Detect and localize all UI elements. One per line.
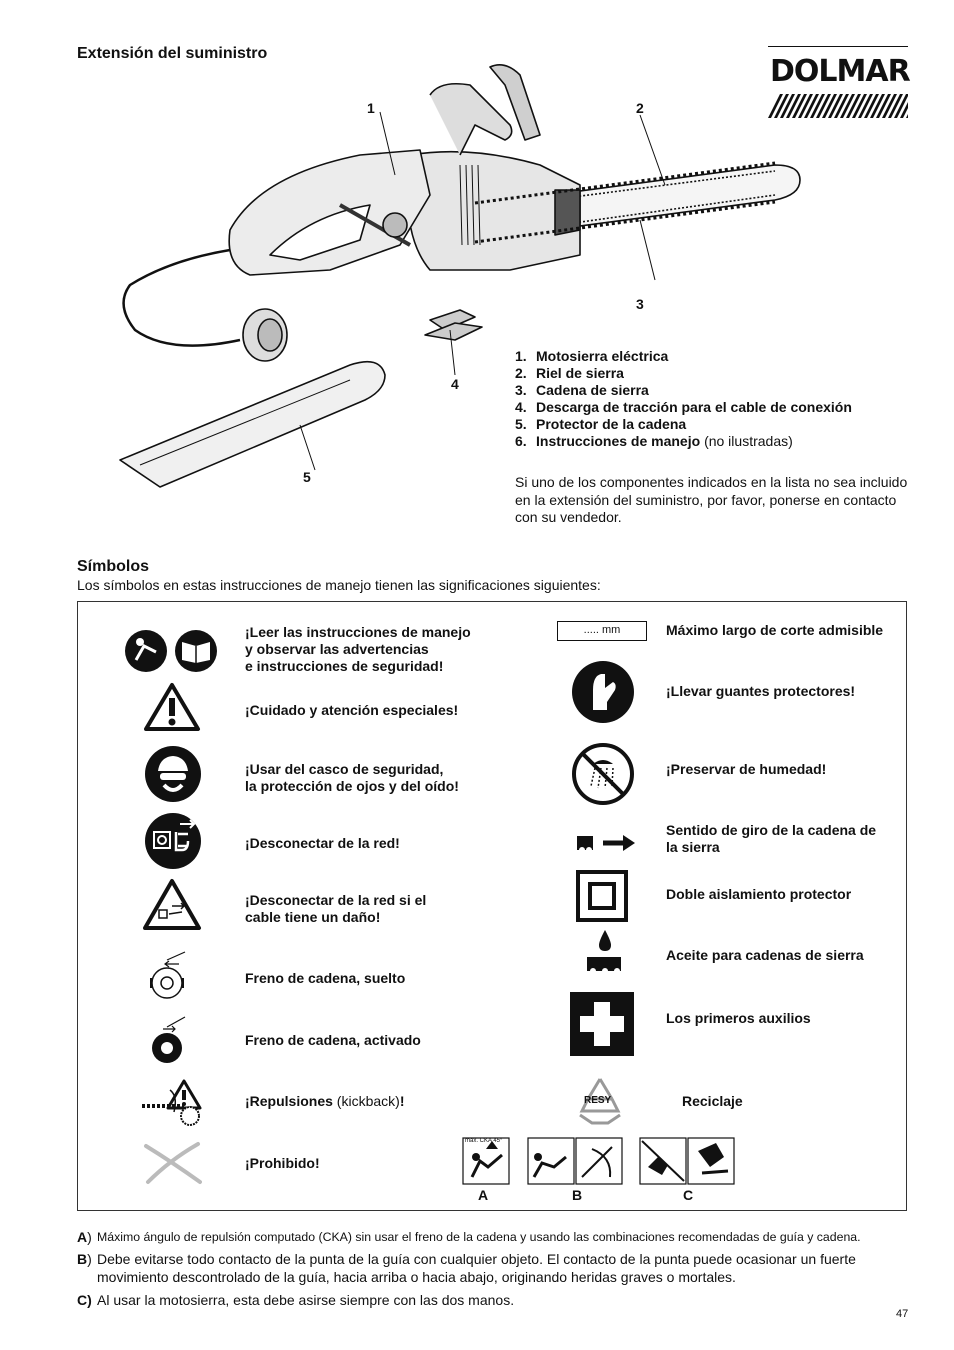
callout-2: 2: [636, 100, 644, 116]
kickback-label-a: A: [478, 1187, 489, 1203]
read-manual-icon: [124, 628, 218, 674]
list-item: 3. Cadena de sierra: [515, 382, 649, 398]
symbol-label-double-insulation: Doble aislamiento protector: [666, 886, 852, 902]
warning-triangle-icon: [143, 682, 201, 732]
callout-5: 5: [303, 469, 311, 485]
symbols-intro: Los símbolos en estas instrucciones de manejo tienen las significaciones siguientes:: [77, 577, 601, 593]
first-aid-icon: [570, 992, 634, 1056]
symbol-label-max-cut: Máximo largo de corte admisible: [666, 622, 884, 638]
prohibited-icon: [142, 1140, 202, 1186]
symbol-label-damaged-cable: ¡Desconectar de la red si el cable tiene un daño!: [245, 892, 427, 925]
symbol-label-prohibited: ¡Prohibido!: [245, 1155, 320, 1171]
chain-direction-icon: [575, 830, 637, 856]
gloves-icon: [571, 660, 635, 724]
footnote-a: A) Máximo ángulo de repulsión computado (CKA) sin usar el freno de la cadena y usando las combinaciones recomendadas de guía y cadena.: [77, 1229, 861, 1245]
max-cut-length-icon: ..... mm: [557, 621, 647, 641]
callout-1: 1: [367, 100, 375, 116]
chain-brake-engaged-icon: [145, 1015, 191, 1067]
symbol-label-warning: ¡Cuidado y atención especiales!: [245, 702, 459, 718]
list-item: 4. Descarga de tracción para el cable de conexión: [515, 399, 852, 415]
list-item: 5. Protector de la cadena: [515, 416, 687, 432]
symbols-title: Símbolos: [77, 558, 150, 575]
symbol-label-first-aid: Los primeros auxilios: [666, 1010, 811, 1026]
symbol-label-kickback: ¡Repulsiones (kickback)!: [245, 1093, 405, 1109]
symbol-label-unplug: ¡Desconectar de la red!: [245, 835, 400, 851]
chain-brake-released-icon: [145, 950, 191, 1002]
symbol-label-no-moisture: ¡Preservar de humedad!: [666, 761, 827, 777]
callout-3: 3: [636, 296, 644, 312]
parts-list: [515, 348, 852, 450]
callout-4: 4: [451, 376, 459, 392]
section-title: Extensión del suministro: [77, 45, 268, 62]
footnote-c: C) Al usar la motosierra, esta debe asirse siempre con las dos manos.: [77, 1292, 515, 1308]
symbol-label-chain-direction: Sentido de giro de la cadena de la sierra: [666, 822, 877, 855]
symbol-label-chain-oil: Aceite para cadenas de sierra: [666, 947, 864, 963]
double-insulation-icon: [576, 870, 628, 922]
footnote-b: B) Debe evitarse todo contacto de la punta de la guía con cualquier objeto. El contacto de la punta puede ocasionar un fuerte movimiento descontrolado de la guía, hacia arriba o hacia abajo, originando heridas graves o mortales.: [77, 1251, 856, 1285]
kickback-icon: [140, 1078, 204, 1126]
no-moisture-icon: [571, 742, 635, 806]
list-item: 1. Motosierra eléctrica: [515, 348, 669, 364]
list-item: 2. Riel de sierra: [515, 365, 624, 381]
symbol-label-helmet: ¡Usar del casco de seguridad, la protección de ojos y del oído!: [245, 761, 459, 794]
helmet-protection-icon: [144, 745, 202, 803]
symbol-label-recycle: Reciclaje: [682, 1093, 743, 1109]
symbol-label-read-manual: ¡Leer las instrucciones de manejo y observar las advertencias e instrucciones de seguridad!: [245, 624, 471, 674]
kickback-label-c: C: [683, 1187, 694, 1203]
page-number: 47: [896, 1308, 909, 1320]
brand-logo: DOLMAR: [770, 54, 910, 89]
symbol-label-gloves: ¡Llevar guantes protectores!: [666, 683, 856, 699]
supply-note: Si uno de los componentes indicados en la lista no sea incluido en la extensión del suministro, por favor, ponerse en contacto con su vendedor.: [515, 474, 908, 525]
unplug-icon: [144, 812, 202, 870]
list-item: 6. Instrucciones de manejo (no ilustradas): [515, 433, 793, 449]
recycle-icon: RESY: [572, 1075, 628, 1127]
symbol-label-brake-released: Freno de cadena, suelto: [245, 970, 406, 986]
symbol-label-brake-engaged: Freno de cadena, activado: [245, 1032, 421, 1048]
cka-label: max. CKA 45°: [465, 1138, 503, 1144]
chain-oil-icon: [585, 927, 625, 975]
kickback-label-b: B: [572, 1187, 583, 1203]
kickback-illustrations: [462, 1137, 736, 1185]
damaged-cable-icon: [142, 878, 202, 932]
logo-rule: [768, 46, 908, 47]
